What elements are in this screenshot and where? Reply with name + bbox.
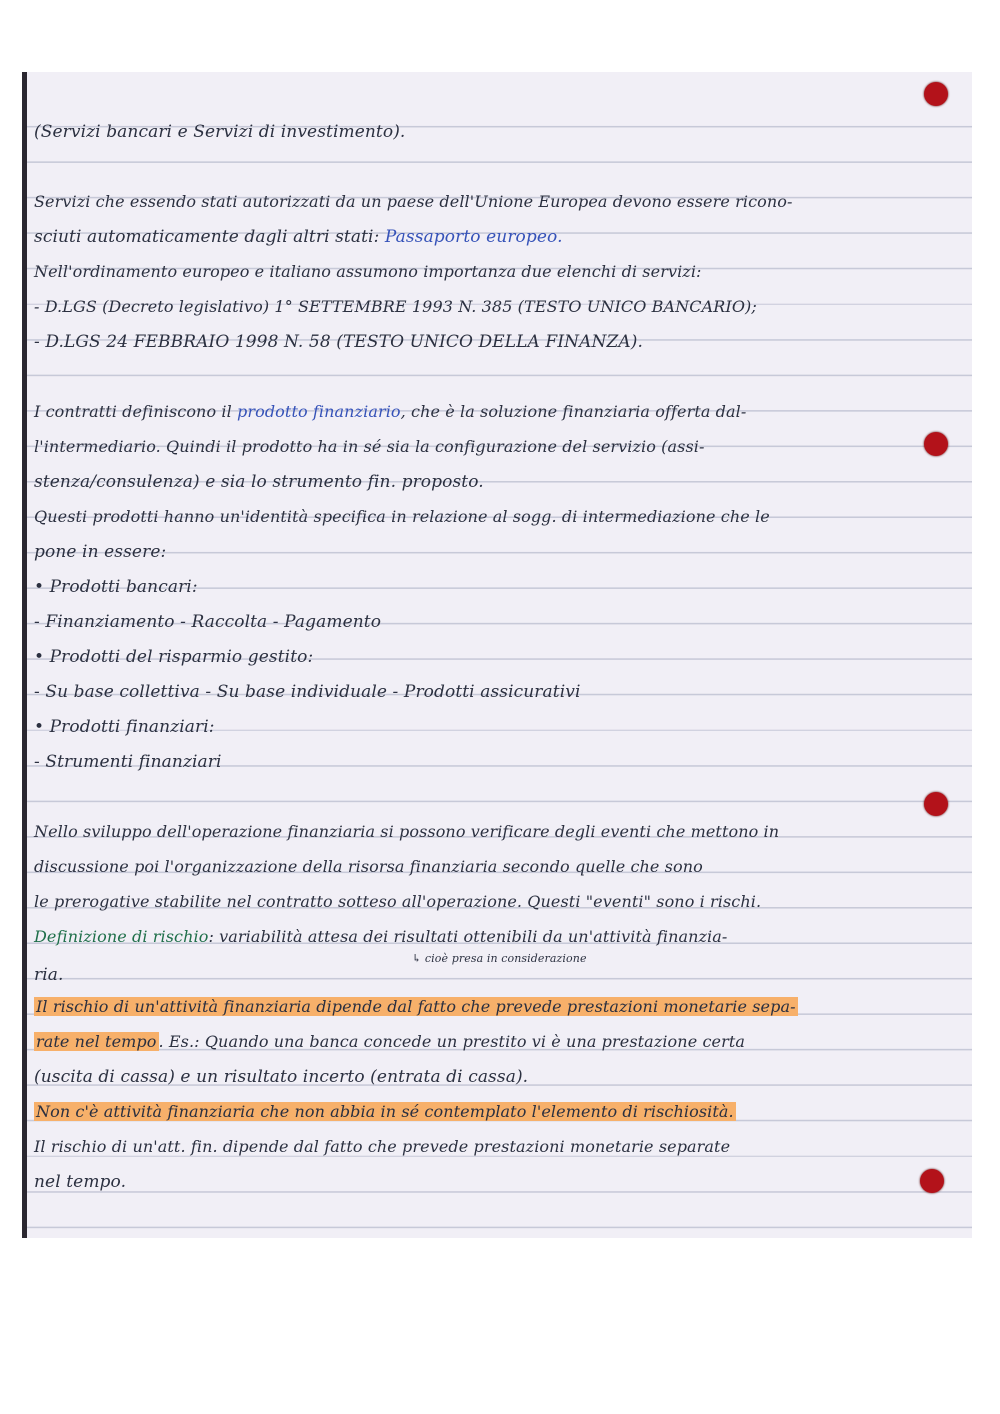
- highlight: rate nel tempo: [36, 1032, 157, 1051]
- note-line: ria.: [34, 965, 64, 985]
- list-heading: • Prodotti finanziari:: [34, 717, 215, 737]
- note-line: stenza/consulenza) e sia lo strumento fin. proposto.: [34, 472, 484, 492]
- financial-product-term: prodotto finanziario: [237, 402, 401, 421]
- note-text: , che è la soluzione finanziaria offerta dal-: [400, 402, 747, 421]
- list-item: - Strumenti finanziari: [34, 752, 222, 772]
- note-line: pone in essere:: [34, 542, 167, 562]
- margin-annotation: ↳ cioè presa in considerazione: [412, 952, 587, 965]
- note-text: sciuti automaticamente dagli altri stati:: [34, 227, 385, 247]
- note-line: le prerogative stabilite nel contratto sotteso all'operazione. Questi "eventi" sono i rischi.: [34, 892, 762, 911]
- note-line: [34, 227, 962, 247]
- note-text: I contratti definiscono il: [34, 402, 238, 421]
- note-line: [34, 1032, 962, 1051]
- list-heading: • Prodotti del risparmio gestito:: [34, 647, 314, 667]
- risk-definition-term: Definizione di rischio: [34, 927, 209, 946]
- note-line: nel tempo.: [34, 1172, 127, 1192]
- note-text: . Es.: Quando una banca concede un prestito vi è una prestazione certa: [158, 1032, 745, 1051]
- highlight: Il rischio di un'attività finanziaria dipende dal fatto che prevede prestazioni monetarie sepa-: [36, 997, 796, 1016]
- note-line: l'intermediario. Quindi il prodotto ha in sé sia la configurazione del servizio (assi-: [34, 437, 705, 456]
- binder-hole-icon: [924, 82, 948, 106]
- note-line: [34, 402, 962, 421]
- note-line: - D.LGS (Decreto legislativo) 1° SETTEMBRE 1993 N. 385 (TESTO UNICO BANCARIO);: [34, 297, 757, 316]
- list-item: - Finanziamento - Raccolta - Pagamento: [34, 612, 382, 632]
- note-line: (Servizi bancari e Servizi di investimento).: [34, 122, 406, 142]
- highlighted-line: [34, 997, 962, 1016]
- binder-hole-icon: [924, 792, 948, 816]
- list-item: - Su base collettiva - Su base individuale - Prodotti assicurativi: [34, 682, 581, 702]
- note-line: Nell'ordinamento europeo e italiano assumono importanza due elenchi di servizi:: [34, 262, 702, 281]
- note-line: Nello sviluppo dell'operazione finanziaria si possono verificare degli eventi che mettono in: [34, 822, 780, 841]
- passport-term: Passaporto europeo.: [384, 227, 563, 247]
- highlight: Non c'è attività finanziaria che non abbia in sé contemplato l'elemento di rischiosità.: [36, 1102, 734, 1121]
- note-line: - D.LGS 24 FEBBRAIO 1998 N. 58 (TESTO UNICO DELLA FINANZA).: [34, 332, 643, 352]
- highlighted-line: [34, 1102, 962, 1121]
- note-line: Questi prodotti hanno un'identità specifica in relazione al sogg. di intermediazione che le: [34, 507, 770, 526]
- note-line: Il rischio di un'att. fin. dipende dal fatto che prevede prestazioni monetarie separate: [34, 1137, 731, 1156]
- note-line: discussione poi l'organizzazione della risorsa finanziaria secondo quelle che sono: [34, 857, 703, 876]
- note-line: Servizi che essendo stati autorizzati da un paese dell'Unione Europea devono essere ricono-: [34, 192, 793, 211]
- note-line: [34, 927, 962, 946]
- note-line: (uscita di cassa) e un risultato incerto (entrata di cassa).: [34, 1067, 529, 1087]
- list-heading: • Prodotti bancari:: [34, 577, 198, 597]
- note-text: : variabilità attesa dei risultati ottenibili da un'attività finanzia-: [208, 927, 728, 946]
- notebook-page: [22, 72, 972, 1238]
